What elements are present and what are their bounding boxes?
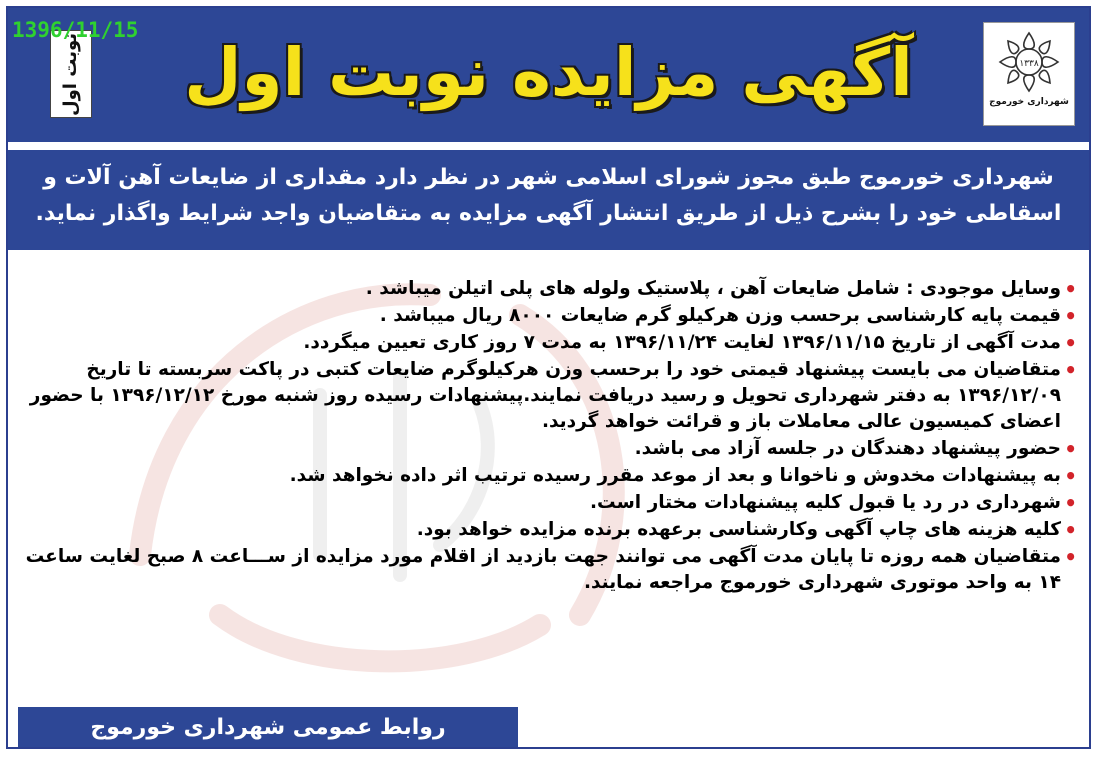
round-tag [50, 30, 92, 118]
conditions-list [24, 276, 1077, 597]
logo-caption: شهرداری خورموج [989, 97, 1069, 107]
footer-label: روابط عمومی شهرداری خورموج [90, 714, 446, 740]
logo-year: ۱۳۳۸ [1019, 59, 1039, 69]
date-stamp: 1396/11/15 [12, 18, 139, 42]
municipality-logo [983, 22, 1075, 126]
footer-bar [18, 707, 518, 747]
intro-banner [8, 150, 1089, 250]
list-item: • متقاضیان می بایست پیشنهاد قیمتی خود را برحسب وزن هرکیلوگرم ضایعات کتبی در پاکت سربسته تا تاریخ ۱۳۹۶/۱۲/۰۹ به دفتر شهرداری تحویل و رسید دریافت نمایند.پیشنهادات رسیده روز شنبه مورخ ۱۳۹۶/۱۲/۱۲ با حضور اعضای کمیسیون عالی معاملات باز و قرائت خواهد گردید. [24, 357, 1077, 435]
list-item: • شهرداری در رد یا قبول کلیه پیشنهادات مختار است. [24, 490, 1077, 516]
list-item: • مدت آگهی از تاریخ ۱۳۹۶/۱۱/۱۵ لغایت ۱۳۹۶/۱۱/۲۴ به مدت ۷ روز کاری تعیین میگردد. [24, 330, 1077, 356]
round-tag-label: نوبت اول [60, 32, 82, 116]
flower-emblem-icon [996, 29, 1062, 95]
list-item: • به پیشنهادات مخدوش و ناخوانا و بعد از موعد مقرر رسیده ترتیب اثر داده نخواهد شد. [24, 463, 1077, 489]
list-item: • کلیه هزینه های چاپ آگهی وکارشناسی برعهده برنده مزایده خواهد بود. [24, 517, 1077, 543]
header-banner [8, 8, 1089, 142]
page-title: آگهی مزایده نوبت اول [184, 34, 913, 111]
list-item: • حضور پیشنهاد دهندگان در جلسه آزاد می باشد. [24, 436, 1077, 462]
list-item: • قیمت پایه کارشناسی برحسب وزن هرکیلو گرم ضایعات ۸۰۰۰ ریال میباشد . [24, 303, 1077, 329]
list-item: • وسایل موجودی : شامل ضایعات آهن ، پلاستیک ولوله های پلی اتیلن میباشد . [24, 276, 1077, 302]
intro-text: شهرداری خورموج طبق مجوز شورای اسلامی شهر در نظر دارد مقداری از ضایعات آهن آلات و اسقاطی خود را بشرح ذیل از طریق انتشار آگهی مزایده به متقاضیان واجد شرایط واگذار نماید. [35, 165, 1062, 226]
list-item: • متقاضیان همه روزه تا پایان مدت آگهی می توانند جهت بازدید از اقلام مورد مزایده از ســـاعت ۸ صبح لغایت ساعت ۱۴ به واحد موتوری شهرداری خورموج مراجعه نمایند. [24, 544, 1077, 596]
